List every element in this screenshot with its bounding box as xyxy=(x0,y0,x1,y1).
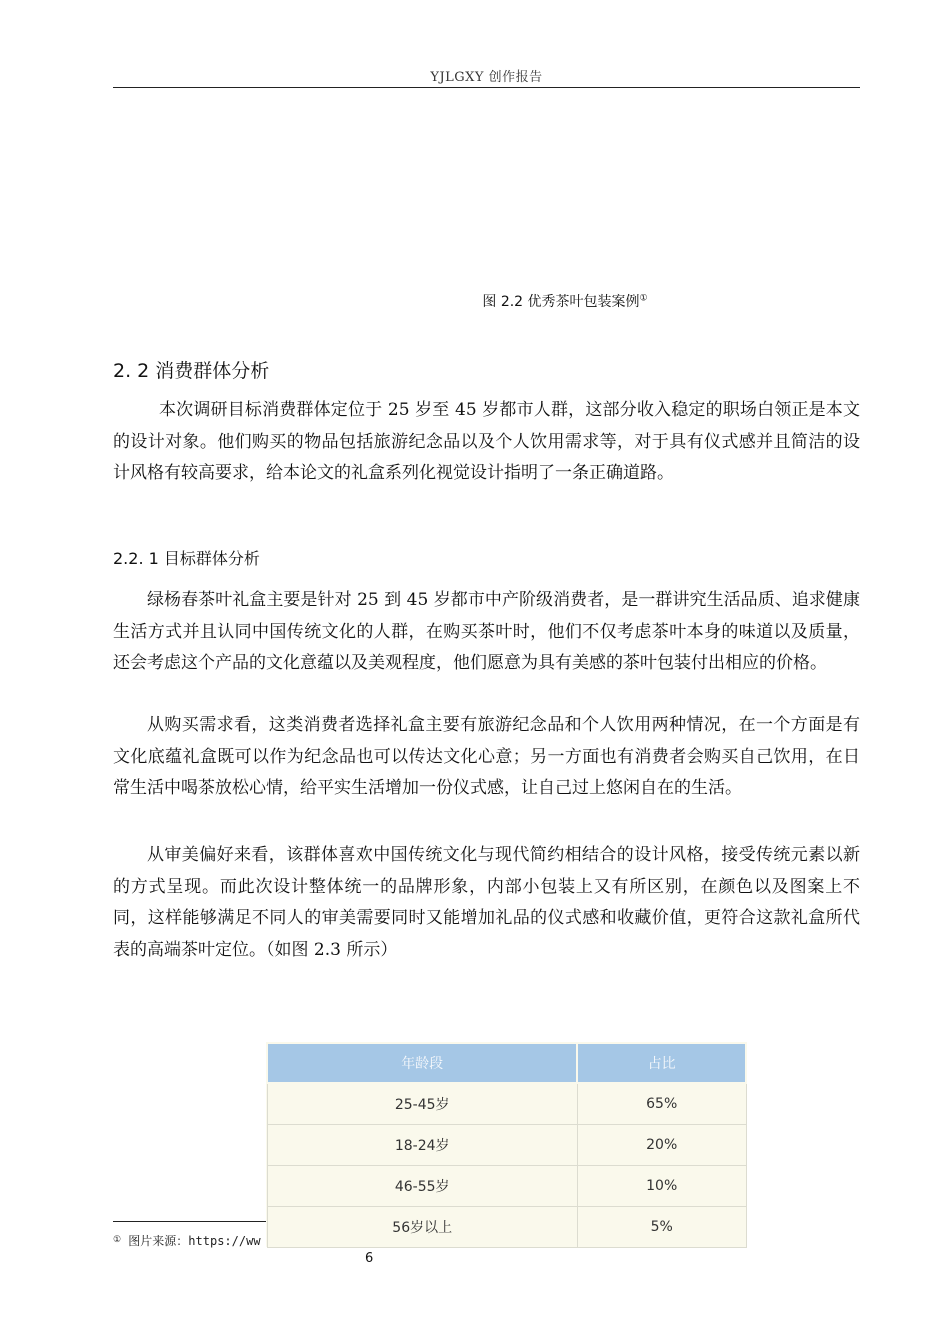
age-cell: 46-55岁 xyxy=(267,1166,577,1207)
section-intro-paragraph: 本次调研目标消费群体定位于 25 岁至 45 岁都市人群，这部分收入稳定的职场白领正是本文的设计对象。他们购买的物品包括旅游纪念品以及个人饮用需求等，对于具有仪式感并且简洁的设计风格有较高要求，给本论文的礼盒系列化视觉设计指明了一条正确道路。 xyxy=(113,400,860,483)
body-paragraph: 从购买需求看，这类消费者选择礼盒主要有旅游纪念品和个人饮用两种情况，在一个方面是有文化底蕴礼盒既可以作为纪念品也可以传达文化心意；另一方面也有消费者会购买自己饮用，在日常生活中喝茶放松心情，给平实生活增加一份仪式感，让自己过上悠闲自在的生活。 xyxy=(113,715,860,798)
footnote xyxy=(113,1232,261,1249)
page-number: 6 xyxy=(365,1251,374,1266)
running-header: YJLGXY 创作报告 xyxy=(430,70,543,85)
share-cell: 5% xyxy=(577,1207,746,1248)
table-row xyxy=(267,1125,746,1166)
subsection-heading: 2.2. 1 目标群体分析 xyxy=(113,549,260,568)
share-cell: 10% xyxy=(577,1166,746,1207)
header-rule xyxy=(113,87,860,88)
column-header-age: 年龄段 xyxy=(267,1043,577,1083)
table-row xyxy=(267,1083,746,1125)
table-row xyxy=(267,1166,746,1207)
figure-caption-text: 图 2.2 优秀茶叶包装案例 xyxy=(482,294,640,310)
age-cell: 25-45岁 xyxy=(267,1083,577,1125)
footnote-symbol: ① xyxy=(113,1235,122,1245)
age-distribution-table-image xyxy=(266,1042,747,1247)
age-distribution-table xyxy=(266,1042,747,1248)
section-heading: 2. 2 消费群体分析 xyxy=(113,360,270,382)
age-cell: 18-24岁 xyxy=(267,1125,577,1166)
share-cell: 65% xyxy=(577,1083,746,1125)
age-cell: 56岁以上 xyxy=(267,1207,577,1248)
table-header-row xyxy=(267,1043,746,1083)
share-cell: 20% xyxy=(577,1125,746,1166)
body-paragraph: 绿杨春茶叶礼盒主要是针对 25 到 45 岁都市中产阶级消费者，是一群讲究生活品质、追求健康生活方式并且认同中国传统文化的人群，在购买茶叶时，他们不仅考虑茶叶本身的味道以及质量，还会考虑这个产品的文化意蕴以及美观程度，他们愿意为具有美感的茶叶包装付出相应的价格。 xyxy=(113,590,860,673)
footnote-rule xyxy=(113,1221,266,1222)
footnote-mark[interactable]: ① xyxy=(639,293,648,304)
table-row xyxy=(267,1207,746,1248)
column-header-share: 占比 xyxy=(577,1043,746,1083)
body-paragraph: 从审美偏好来看，该群体喜欢中国传统文化与现代简约相结合的设计风格，接受传统元素以新的方式呈现。而此次设计整体统一的品牌形象，内部小包装上又有所区别，在颜色以及图案上不同，这样能够满足不同人的审美需要同时又能增加礼品的仪式感和收藏价值，更符合这款礼盒所代表的高端茶叶定位。（如图 2.3 所示） xyxy=(113,845,860,960)
footnote-text[interactable]: 图片来源：https://ww xyxy=(121,1234,261,1248)
figure-caption xyxy=(0,291,950,311)
